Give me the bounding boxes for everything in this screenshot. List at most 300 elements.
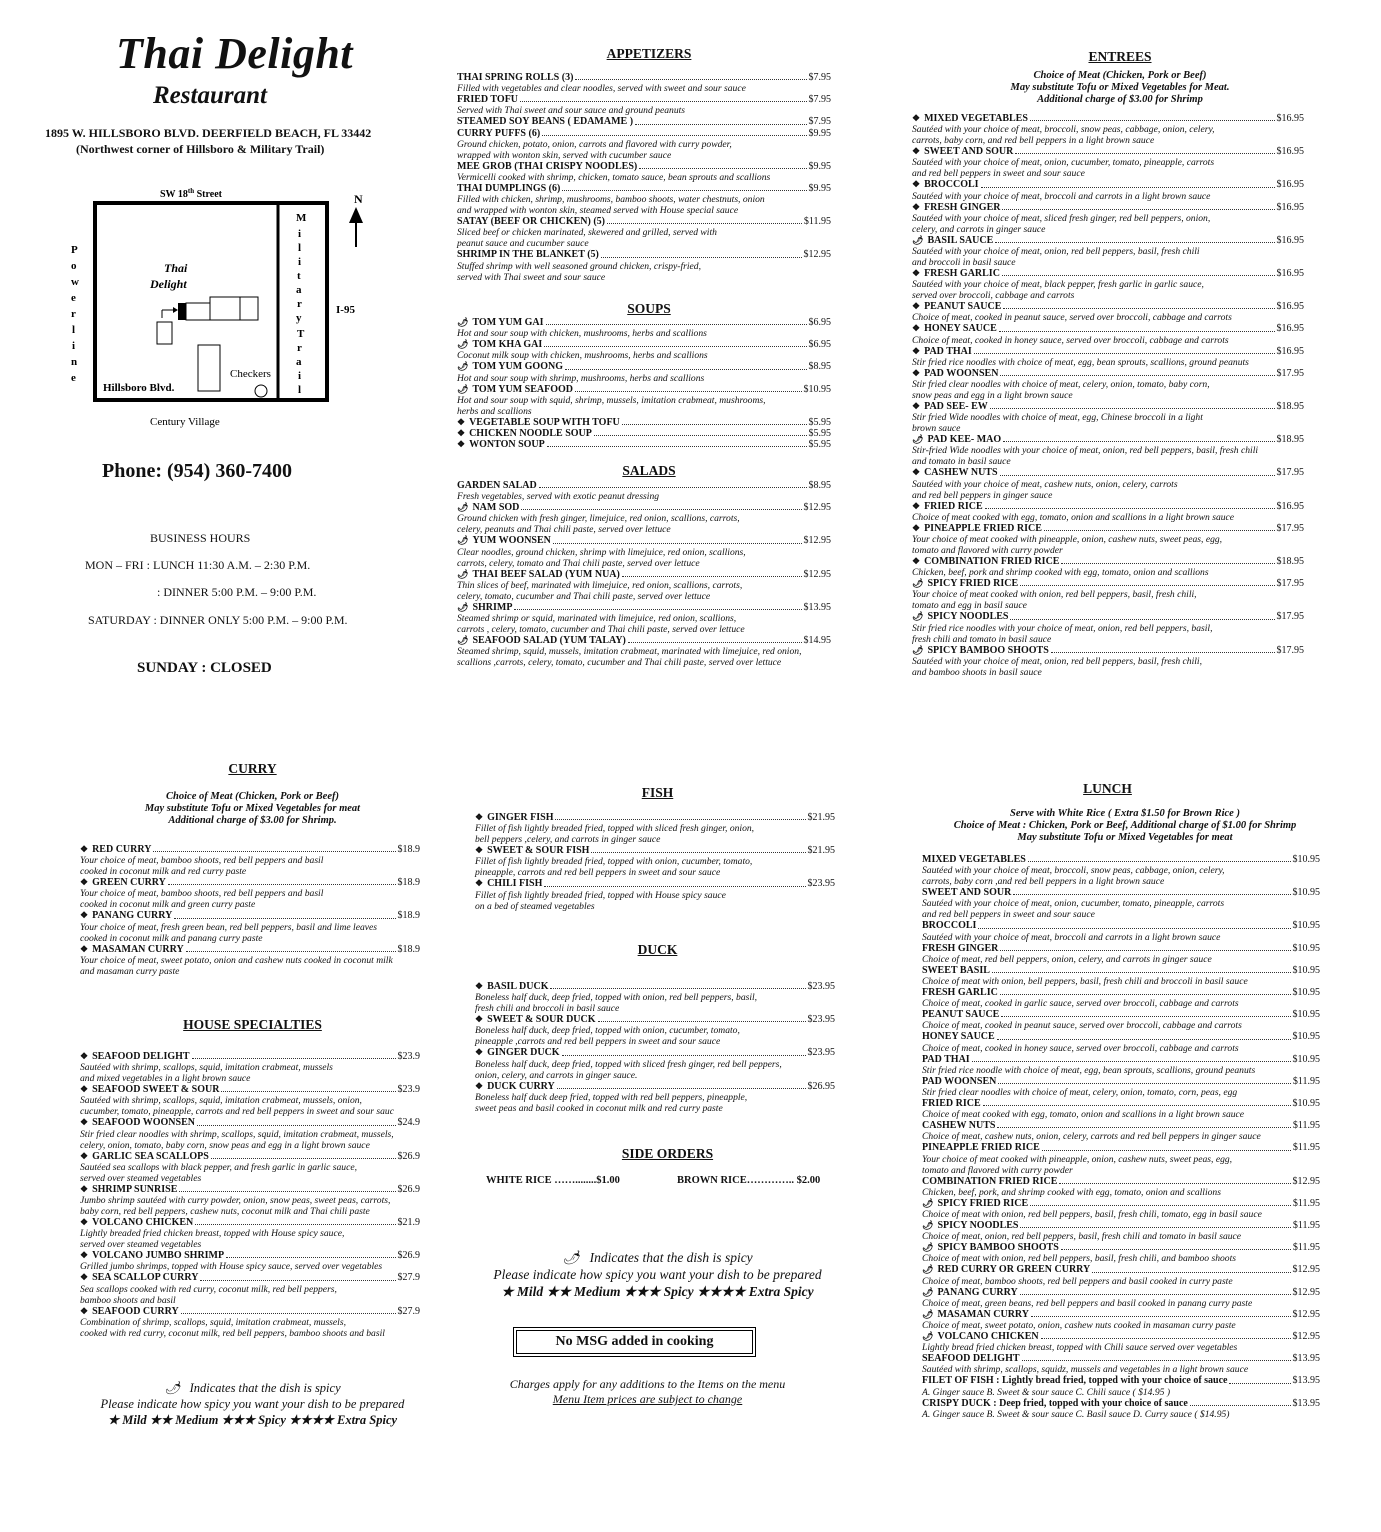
item-price: $11.95: [1292, 1242, 1320, 1254]
menu-item: [457, 94, 831, 116]
leader-dots: [992, 972, 1291, 973]
lunch-note-1: Serve with White Rice ( Extra $1.50 for Brown Rice ): [1010, 808, 1240, 819]
item-price: $18.9: [397, 910, 420, 922]
item-name: SHRIMP: [472, 601, 513, 613]
svg-text:e: e: [71, 292, 76, 304]
leader-dots: [591, 852, 805, 853]
item-price: $16.95: [1276, 179, 1304, 191]
spicy-icon: 🌶: [912, 234, 924, 245]
bullet-icon: ❖: [912, 556, 921, 567]
item-description: Stir fried clear noodles with choice of meat, celery, onion, tomato, corn, peas, egg: [922, 1087, 1238, 1099]
menu-item: [922, 1009, 1320, 1031]
hours-weekday-lunch: MON – FRI : LUNCH 11:30 A.M. – 2:30 P.M.: [85, 558, 311, 572]
spicy-icon: 🌶: [912, 611, 924, 622]
item-description: Lightly bread fried chicken breast, topped with Chili sauce served over vegetables: [922, 1342, 1238, 1354]
leader-dots: [990, 408, 1275, 409]
leader-dots: [179, 1191, 395, 1192]
item-description: Boneless half duck, deep fried, topped with sliced fresh ginger, red bell peppers, onion, celery, and carrots in ginger sauce.: [475, 1058, 782, 1081]
leader-dots: [197, 1125, 396, 1126]
leader-dots: [999, 331, 1275, 332]
item-name: GINGER DUCK: [487, 1047, 560, 1059]
bullet-icon: ❖: [80, 1217, 89, 1228]
house-spicy-legend: [80, 1380, 425, 1428]
restaurant-subtitle: Restaurant: [153, 82, 267, 109]
item-name: MASAMAN CURRY: [937, 1308, 1030, 1320]
item-description: Clear noodles, ground chicken, shrimp with limejuice, red onion, scallions, carrots, celery, tomato and Thai chili paste, served over lettuce: [457, 546, 746, 569]
bullet-icon: ❖: [912, 522, 921, 533]
leader-dots: [539, 487, 807, 488]
menu-item: [80, 1151, 420, 1184]
item-price: $11.95: [1292, 1120, 1320, 1132]
leader-dots: [1030, 1205, 1291, 1206]
menu-item: [80, 1272, 420, 1305]
item-price: $23.9: [397, 1051, 420, 1062]
item-price: $17.95: [1276, 522, 1304, 534]
menu-item: [457, 339, 831, 361]
item-name: PINEAPPLE FRIED RICE: [924, 522, 1042, 534]
bullet-icon: ❖: [457, 416, 466, 427]
item-name: GARLIC SEA SCALLOPS: [92, 1150, 209, 1162]
svg-text:a: a: [296, 284, 302, 296]
leader-dots: [547, 446, 807, 447]
map-right-road: [296, 212, 307, 396]
leader-dots: [168, 884, 396, 885]
leader-dots: [1022, 1360, 1291, 1361]
item-price: $12.95: [803, 535, 831, 547]
item-name: SPICY BAMBOO SHOOTS: [937, 1242, 1059, 1254]
item-name: PEANUT SAUCE: [922, 1009, 1000, 1021]
item-description: Hot and sour soup with chicken, mushrooms, herbs and scallions: [457, 328, 707, 340]
item-name: VOLCANO CHICKEN: [937, 1331, 1039, 1343]
item-description: Sautéed with your choice of meat, broccoli and carrots in a light brown sauce: [922, 931, 1221, 943]
leader-dots: [1013, 894, 1290, 895]
bullet-icon: ❖: [912, 345, 921, 356]
item-price: $11.95: [1292, 1075, 1320, 1087]
bullet-icon: ❖: [475, 812, 484, 822]
item-price: $12.95: [1292, 1264, 1320, 1276]
menu-item: [457, 439, 831, 450]
bullet-icon: ❖: [912, 467, 921, 478]
item-price: $16.95: [1276, 500, 1304, 512]
spicy-icon: 🌶: [562, 1250, 580, 1265]
item-name: FRESH GARLIC: [924, 268, 1000, 280]
item-price: $10.95: [1292, 1031, 1320, 1043]
leader-dots: [544, 346, 806, 347]
bullet-icon: ❖: [912, 268, 921, 279]
item-name: TOM YUM SEAFOOD: [472, 383, 573, 395]
duck-list: [475, 981, 835, 1114]
leader-dots: [601, 257, 802, 258]
item-name: SWEET AND SOUR: [922, 887, 1012, 899]
item-name: SPICY BAMBOO SHOOTS: [927, 644, 1049, 656]
item-name: WONTON SOUP: [469, 439, 545, 451]
leader-dots: [1003, 308, 1274, 309]
spicy-icon: 🌶: [922, 1220, 934, 1231]
leader-dots: [575, 391, 802, 392]
menu-item: [80, 1084, 420, 1117]
item-price: $9.95: [808, 183, 831, 195]
spicy-icon: 🌶: [912, 434, 924, 445]
leader-dots: [983, 1105, 1291, 1106]
menu-item: [922, 1309, 1320, 1331]
menu-item: [80, 1117, 420, 1150]
item-description: Sautéed with your choice of meat, onion, cucumber, tomato, pineapple, carrots and red bell peppers in sweet and sour sauce: [922, 898, 1225, 921]
svg-text:i: i: [298, 256, 302, 268]
leader-dots: [1002, 209, 1274, 210]
leader-dots: [542, 135, 806, 136]
appetizers-list: [457, 72, 831, 283]
item-name: HONEY SAUCE: [924, 323, 997, 335]
item-name: THAI DUMPLINGS (6): [457, 183, 561, 195]
menu-item: [922, 965, 1320, 987]
item-price: $14.95: [803, 635, 831, 647]
item-description: Sautéed with your choice of meat, onion, red bell peppers, basil, fresh chili, and bamboo shoots in basil sauce: [912, 655, 1202, 678]
spicy-icon: 🌶: [912, 644, 924, 655]
item-price: $17.95: [1276, 467, 1304, 479]
phone-number: Phone: (954) 360-7400: [102, 460, 292, 482]
spicy-icon: 🌶: [912, 578, 924, 589]
leader-dots: [1028, 861, 1291, 862]
item-description: Choice of meat with onion, bell peppers, basil, fresh chili and broccoli in basil sauce: [922, 976, 1248, 988]
item-name: MASAMAN CURRY: [92, 943, 184, 955]
sides-legend-3: ★ Mild ★★ Medium ★★★ Spicy ★★★★ Extra Spicy: [501, 1284, 814, 1299]
item-description: Stuffed shrimp with well seasoned ground chicken, crispy-fried, served with Thai sweet and sour sauce: [457, 260, 701, 283]
item-description: Choice of meat, cooked in honey sauce, served over broccoli, cabbage and carrots: [912, 334, 1229, 346]
menu-item: [922, 1076, 1320, 1098]
item-description: Ground chicken with fresh ginger, limejuice, red onion, scallions, carrots, celery, peanuts and Thai chili paste, served over lettuce: [457, 513, 740, 536]
item-price: $7.95: [808, 94, 831, 106]
item-description: Fillet of fish lightly breaded fried, topped with onion, cucumber, tomato, pineapple, carrots and red bell peppers in sweet and sour sauce: [475, 856, 753, 879]
item-price: $10.95: [1292, 1098, 1320, 1110]
lunch-heading: LUNCH: [1083, 781, 1132, 796]
item-price: $23.95: [807, 981, 835, 992]
leader-dots: [978, 928, 1290, 929]
menu-item: [922, 1353, 1320, 1375]
item-description: Choice of meat, cooked in honey sauce, served over broccoli, cabbage and carrots: [922, 1042, 1239, 1054]
item-name: STEAMED SOY BEANS ( EDAMAME ): [457, 116, 634, 128]
leader-dots: [594, 435, 807, 436]
item-price: $16.95: [1276, 234, 1304, 246]
leader-dots: [226, 1257, 395, 1258]
spicy-icon: 🌶: [922, 1264, 934, 1275]
svg-text:Delight: Delight: [150, 277, 187, 291]
svg-text:P: P: [71, 244, 78, 256]
entrees-notes: [910, 70, 1330, 106]
bullet-icon: ❖: [912, 113, 921, 123]
map-highway: I-95: [336, 304, 355, 316]
menu-item: [922, 1120, 1320, 1142]
leader-dots: [181, 1313, 396, 1314]
svg-text:l: l: [72, 324, 76, 336]
spicy-icon: 🌶: [457, 601, 469, 612]
menu-item: [475, 981, 835, 1014]
menu-item: [457, 535, 831, 568]
hours-weekday-dinner: : DINNER 5:00 P.M. – 9:00 P.M.: [157, 585, 317, 599]
item-price: $11.95: [803, 216, 831, 228]
item-description: Your choice of meat cooked with pineapple, onion, cashew nuts, sweet peas, egg, tomato and flavored with curry powder: [922, 1153, 1233, 1176]
item-description: Sautéed with your choice of meat, black pepper, fresh garlic in garlic sauce, served over broccoli, cabbage and carrots: [912, 279, 1204, 302]
leader-dots: [998, 1083, 1290, 1084]
item-name: PAD WOONSEN: [924, 367, 999, 379]
leader-dots: [985, 508, 1275, 509]
item-name: PANANG CURRY: [92, 910, 173, 922]
item-price: $10.95: [1292, 942, 1320, 954]
item-price: $12.95: [803, 568, 831, 580]
sides-legend-1: Indicates that the dish is spicy: [589, 1250, 753, 1265]
item-description: Boneless half duck, deep fried, topped with onion, cucumber, tomato, pineapple ,carrots and red bell peppers in sweet and sour sauce: [475, 1025, 740, 1048]
item-price: $6.95: [808, 339, 831, 351]
lunch-note-2: Choice of Meat : Chicken, Pork or Beef, Additional charge of $1.00 for Shrimp: [953, 820, 1297, 831]
item-price: $9.95: [808, 160, 831, 172]
leader-dots: [520, 101, 806, 102]
item-name: SWEET & SOUR DUCK: [487, 1014, 596, 1026]
menu-item: [475, 845, 835, 878]
item-price: $12.95: [1292, 1331, 1320, 1343]
map-north-label: N: [354, 192, 363, 206]
salads-list: [457, 480, 831, 668]
item-name: PEANUT SAUCE: [924, 301, 1002, 313]
leader-dots: [598, 1021, 806, 1022]
brown-rice: BROWN RICE………….. $2.00: [677, 1175, 821, 1186]
item-description: Choice of meat cooked with egg, tomato, onion and scallions in a light brown sauce: [912, 511, 1235, 523]
menu-item: [922, 1031, 1320, 1053]
item-price: $24.9: [397, 1117, 420, 1129]
spicy-icon: 🌶: [457, 317, 469, 327]
item-description: Stir fried clear noodles with choice of meat, celery, onion, tomato, baby corn, snow peas and egg in a light brown sauce: [912, 379, 1210, 402]
item-price: $16.95: [1276, 268, 1304, 280]
bullet-icon: ❖: [80, 877, 89, 888]
menu-item: [922, 887, 1320, 920]
leader-dots: [1061, 1249, 1291, 1250]
item-price: $8.95: [808, 361, 831, 373]
leader-dots: [981, 187, 1275, 188]
item-description: Sautéed with shrimp, scallops, squidz, mussels and vegetables in a light brown sauce: [922, 1364, 1249, 1376]
spicy-icon: 🌶: [922, 1286, 934, 1297]
menu-item: [457, 161, 831, 183]
leader-dots: [1003, 441, 1274, 442]
leader-dots: [1001, 1016, 1290, 1017]
item-description: Choice of meat, onion, red bell peppers, basil, fresh chili and tomato in basil sauce: [922, 1231, 1242, 1243]
menu-item: [912, 611, 1304, 644]
bullet-icon: ❖: [475, 878, 484, 889]
leader-dots: [997, 1127, 1290, 1128]
item-name: TOM YUM GAI: [472, 317, 544, 328]
bullet-icon: ❖: [80, 1150, 89, 1161]
item-price: $17.95: [1276, 644, 1304, 656]
svg-text:r: r: [71, 308, 76, 320]
item-name: VOLCANO CHICKEN: [92, 1217, 194, 1229]
white-rice: WHITE RICE ……........$1.00: [486, 1175, 620, 1186]
item-description: Stir fried rice noodle with choice of meat, egg, bean sprouts, scallions, ground peanuts: [922, 1064, 1256, 1076]
item-price: $21.95: [807, 845, 835, 857]
item-price: $16.95: [1276, 345, 1304, 357]
house-list: [80, 1051, 420, 1339]
item-price: $18.9: [397, 844, 420, 855]
location-map: [40, 185, 400, 435]
menu-item: [80, 1184, 420, 1217]
item-name: SPICY NOODLES: [937, 1220, 1019, 1232]
menu-item: [457, 216, 831, 249]
menu-item: [457, 116, 831, 127]
leader-dots: [174, 918, 395, 919]
leader-dots: [1041, 1338, 1291, 1339]
item-description: Sliced beef or chicken marinated, skewered and grilled, served with peanut sauce and cucumber sauce: [457, 227, 717, 250]
bullet-icon: ❖: [80, 1084, 89, 1095]
menu-item: [922, 1098, 1320, 1120]
bullet-icon: ❖: [912, 367, 921, 378]
map-store-label: Thai: [164, 261, 188, 275]
bullet-icon: ❖: [457, 439, 466, 450]
item-price: $12.95: [1292, 1175, 1320, 1187]
item-name: SEA SCALLOP CURRY: [92, 1272, 199, 1284]
curry-list: [80, 844, 420, 977]
duck-heading: DUCK: [637, 942, 678, 957]
item-description: Chicken, beef, pork, and shrimp cooked with egg, tomato, onion and scallions: [922, 1186, 1221, 1198]
svg-text:n: n: [71, 356, 78, 368]
item-name: SEAFOOD SWEET & SOUR: [92, 1084, 220, 1096]
item-price: $13.95: [1292, 1375, 1320, 1387]
item-price: $18.9: [397, 943, 420, 955]
item-price: $18.95: [1276, 401, 1304, 413]
bullet-icon: ❖: [912, 301, 921, 312]
item-price: $27.9: [397, 1305, 420, 1317]
bullet-icon: ❖: [80, 1183, 89, 1194]
item-price: $21.9: [397, 1217, 420, 1229]
bullet-icon: ❖: [475, 1014, 484, 1025]
item-name: MEE GROB (THAI CRISPY NOODLES): [457, 160, 638, 172]
item-name: PAD THAI: [922, 1053, 970, 1065]
leader-dots: [221, 1091, 395, 1092]
leader-dots: [557, 1088, 806, 1089]
item-description: Chicken, beef, pork and shrimp cooked with egg, tomato, onion and scallions: [912, 567, 1209, 579]
menu-item: [922, 1198, 1320, 1220]
item-price: $12.95: [803, 249, 831, 261]
bullet-icon: ❖: [912, 500, 921, 511]
menu-item: [80, 1250, 420, 1272]
charges-note: Charges apply for any additions to the Items on the menu: [509, 1377, 786, 1391]
item-description: Your choice of meat, bamboo shoots, red bell peppers and basil cooked in coconut milk and green curry paste: [80, 888, 324, 911]
bullet-icon: ❖: [457, 428, 466, 439]
leader-dots: [565, 369, 807, 370]
item-price: $9.95: [808, 127, 831, 139]
item-description: Stir fried rice noodles with your choice of meat, onion, red bell peppers, basil, fresh chili and tomato in basil sauce: [912, 622, 1213, 645]
item-price: $18.9: [397, 877, 420, 889]
bullet-icon: ❖: [475, 1047, 484, 1058]
item-description: Sautéed with your choice of meat, broccoli, snow peas, cabbage, onion, celery, carrots, baby corn ,and red bell peppers in a light brown sauce: [922, 865, 1225, 888]
svg-text:l: l: [298, 384, 302, 396]
item-price: $23.95: [807, 1047, 835, 1059]
item-description: Filled with chicken, shrimp, mushrooms, bamboo shoots, water chestnuts, onion and wrapped with wonton skin, steamed served with House special sauce: [457, 194, 765, 217]
item-price: $13.95: [1292, 1353, 1320, 1365]
bullet-icon: ❖: [912, 146, 921, 157]
leader-dots: [514, 609, 801, 610]
item-price: $10.95: [1292, 1009, 1320, 1021]
item-description: Served with Thai sweet and sour sauce and ground peanuts: [457, 105, 686, 117]
entrees-heading: ENTREES: [1088, 49, 1152, 64]
item-description: Fillet of fish lightly breaded fried, topped with House spicy sauce on a bed of steamed vegetables: [475, 889, 726, 912]
menu-item: [922, 943, 1320, 965]
item-price: $23.95: [807, 878, 835, 890]
lunch-notes: [920, 808, 1330, 844]
item-name: SHRIMP SUNRISE: [92, 1183, 178, 1195]
menu-item: [912, 401, 1304, 434]
bullet-icon: ❖: [80, 910, 89, 921]
item-description: Sautéed with your choice of meat, broccoli, snow peas, cabbage, onion, celery, carrots, baby corn, and red bell peppers in a light brown sauce: [912, 124, 1215, 147]
hours-title: BUSINESS HOURS: [150, 531, 251, 545]
item-description: Thin slices of beef, marinated with limejuice, red onion, scallions, carrots, celery, tomato, cucumber and Thai chili paste, served over lettuce: [457, 579, 743, 602]
svg-text:w: w: [71, 276, 79, 288]
leader-dots: [639, 168, 806, 169]
menu-item: [80, 1306, 420, 1339]
spicy-icon: 🌶: [164, 1381, 181, 1395]
menu-item: [475, 1047, 835, 1080]
leader-dots: [1010, 619, 1274, 620]
item-name: GREEN CURRY: [92, 877, 166, 889]
fish-heading: FISH: [641, 785, 674, 800]
item-price: $6.95: [808, 317, 831, 328]
curry-note-3: Additional charge of $3.00 for Shrimp.: [168, 815, 337, 826]
item-name: DUCK CURRY: [487, 1080, 555, 1092]
leader-dots: [575, 79, 806, 80]
menu-item: [922, 1142, 1320, 1175]
item-name: SATAY (BEEF OR CHICKEN) (5): [457, 216, 605, 228]
entrees-note-3: Additional charge of $3.00 for Shrimp: [1037, 94, 1203, 105]
map-below: Century Village: [150, 416, 220, 428]
item-name: FRESH GINGER: [924, 201, 1001, 213]
item-name: PAD SEE- EW: [924, 401, 988, 413]
svg-text:l: l: [298, 242, 302, 254]
entrees-note-2: May substitute Tofu or Mixed Vegetables for Meat.: [1010, 82, 1230, 93]
item-description: Stir fried Wide noodles with choice of meat, egg, Chinese broccoli in a light brown sauce: [912, 412, 1203, 435]
menu-item: [80, 844, 420, 877]
leader-dots: [550, 988, 805, 989]
menu-item: [912, 645, 1304, 678]
item-description: Filled with vegetables and clear noodles, served with sweet and sour sauce: [457, 83, 746, 95]
svg-text:i: i: [72, 340, 76, 352]
item-name: VOLCANO JUMBO SHRIMP: [92, 1250, 225, 1262]
item-name: SPICY FRIED RICE: [927, 578, 1019, 590]
menu-item: [457, 480, 831, 502]
menu-item: [922, 987, 1320, 1009]
spicy-icon: 🌶: [457, 339, 469, 350]
map-bottom-road: Hillsboro Blvd.: [103, 382, 175, 394]
menu-item: [912, 556, 1304, 578]
item-price: $17.95: [1276, 578, 1304, 590]
item-name: BROCCOLI: [922, 920, 977, 932]
menu-item: [922, 1331, 1320, 1353]
menu-item: [457, 317, 831, 339]
leader-dots: [1044, 530, 1275, 531]
menu-item: [457, 569, 831, 602]
item-price: $27.9: [397, 1272, 420, 1284]
leader-dots: [997, 1039, 1291, 1040]
menu-item: [922, 1054, 1320, 1076]
menu-item: [912, 301, 1304, 323]
leader-dots: [1020, 585, 1274, 586]
menu-item: [80, 910, 420, 943]
leader-dots: [1000, 475, 1275, 476]
spicy-icon: 🌶: [457, 568, 469, 579]
address-line-2: (Northwest corner of Hillsboro & Military Trail): [76, 142, 325, 156]
item-description: Choice of meat, red bell peppers, onion, celery, and carrots in ginger sauce: [922, 953, 1212, 965]
leader-dots: [186, 951, 396, 952]
leader-dots: [1051, 652, 1275, 653]
item-price: $10.95: [1292, 920, 1320, 932]
item-price: $23.95: [807, 1014, 835, 1026]
leader-dots: [1031, 1316, 1290, 1317]
menu-item: [457, 502, 831, 535]
menu-item: [457, 635, 831, 668]
